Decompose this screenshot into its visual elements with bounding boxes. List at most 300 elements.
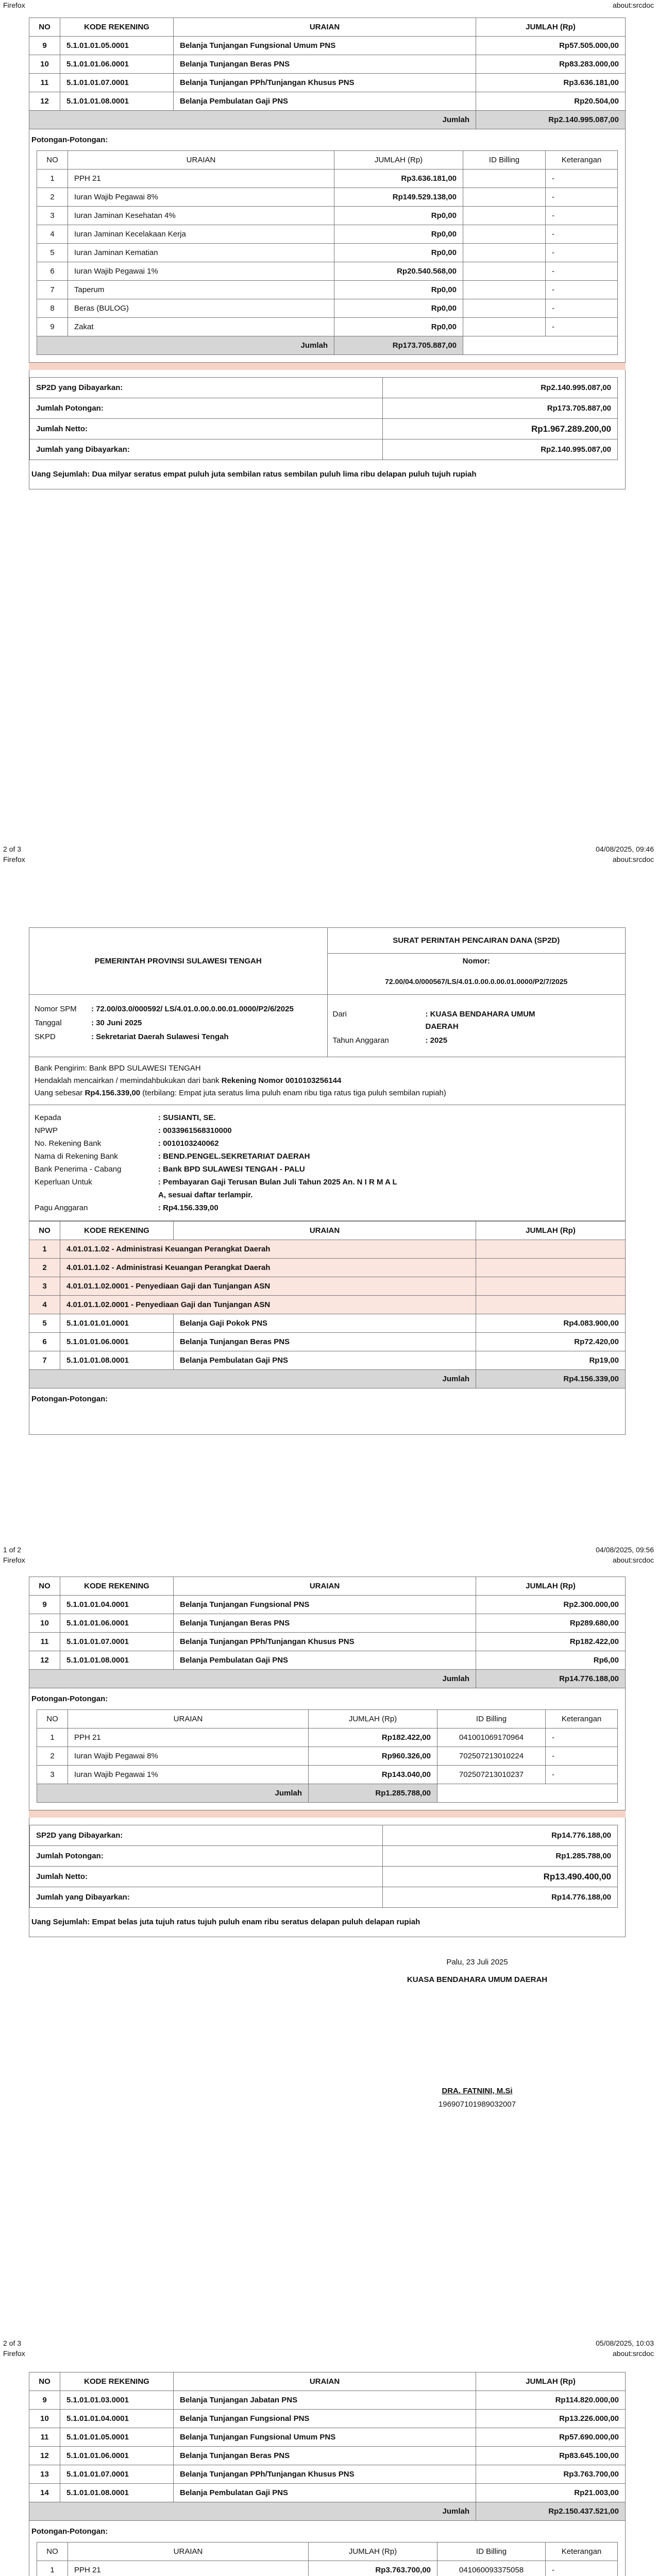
pot-ket: - xyxy=(546,1728,618,1747)
row-jumlah: Rp3.636.181,00 xyxy=(476,74,626,92)
pot-total-value: Rp1.285.788,00 xyxy=(309,1784,437,1803)
col-no: NO xyxy=(29,2372,60,2391)
table-row xyxy=(29,2484,626,2502)
table-row xyxy=(29,2465,626,2484)
col-kode: KODE REKENING xyxy=(60,2372,174,2391)
jnetto-label: Jumlah Netto: xyxy=(30,419,383,439)
nama-label: Nama di Rekening Bank xyxy=(35,1152,118,1161)
jnetto-value: Rp13.490.400,00 xyxy=(382,1867,617,1887)
row-no: 9 xyxy=(29,1596,60,1614)
pot-uraian: Iuran Wajib Pegawai 8% xyxy=(68,188,334,207)
pot-total-label: Jumlah xyxy=(37,1784,309,1803)
total-value: Rp2.150.437.521,00 xyxy=(476,2502,626,2521)
bank-pengirim: Bank Pengirim: Bank BPD SULAWESI TENGAH xyxy=(35,1064,201,1073)
row-no: 6 xyxy=(29,1333,60,1351)
doc2 xyxy=(29,927,626,1435)
row-no: 11 xyxy=(29,74,60,92)
program-row xyxy=(29,1277,626,1296)
sp2d-label: SP2D yang Dibayarkan: xyxy=(30,378,383,398)
row-jumlah: Rp13.226.000,00 xyxy=(476,2410,626,2428)
pot-no: 6 xyxy=(37,262,68,281)
hendaklah-text: Hendaklah mencairkan / memindahbukukan dari bank xyxy=(35,1076,222,1085)
jbayar-value: Rp2.140.995.087,00 xyxy=(382,439,617,460)
pot-jumlah: Rp3.763.700,00 xyxy=(309,2561,437,2576)
sejumlah-label: Uang Sejumlah: xyxy=(31,1918,90,1926)
terbilang xyxy=(29,1908,618,1929)
bankpen-label: Bank Penerima - Cabang xyxy=(35,1165,122,1174)
norek-label: No. Rekening Bank xyxy=(35,1139,102,1148)
pot-jumlah: Rp20.540.568,00 xyxy=(334,262,463,281)
pot-col-jumlah: JUMLAH (Rp) xyxy=(309,1710,437,1728)
pot-jumlah: Rp149.529.138,00 xyxy=(334,188,463,207)
pot-col-idbilling: ID Billing xyxy=(463,151,546,170)
pot-ket: - xyxy=(546,281,618,299)
row-kode: 5.1.01.01.04.0001 xyxy=(60,1596,174,1614)
jnetto-value: Rp1.967.289.200,00 xyxy=(382,419,617,439)
bankpen: : Bank BPD SULAWESI TENGAH - PALU xyxy=(158,1165,305,1174)
kepada-label: Kepada xyxy=(35,1113,61,1122)
pot-row xyxy=(37,281,618,299)
row-no: 10 xyxy=(29,2410,60,2428)
pot-col-jumlah: JUMLAH (Rp) xyxy=(309,2543,437,2561)
row-program: 4.01.01.1.02.0001 - Penyediaan Gaji dan Tunjangan ASN xyxy=(60,1277,476,1296)
row-jumlah: Rp83.283.000,00 xyxy=(476,55,626,74)
row-no: 12 xyxy=(29,1651,60,1670)
pot-ket: - xyxy=(546,244,618,262)
row-no: 11 xyxy=(29,2428,60,2447)
pot-uraian: PPH 21 xyxy=(68,1728,309,1747)
pot-idbilling: 041060093375058 xyxy=(437,2561,546,2576)
row-jumlah: Rp20.504,00 xyxy=(476,92,626,111)
row-kode: 5.1.01.01.03.0001 xyxy=(60,2391,174,2410)
row-uraian: Belanja Tunjangan Beras PNS xyxy=(174,55,476,74)
row-jumlah: Rp3.763.700,00 xyxy=(476,2465,626,2484)
pot-no: 1 xyxy=(37,2561,68,2576)
pot-uraian: Iuran Jaminan Kecelakaan Kerja xyxy=(68,225,334,244)
row-kode: 5.1.01.01.06.0001 xyxy=(60,55,174,74)
pot-jumlah: Rp0,00 xyxy=(334,207,463,225)
table-row xyxy=(29,2447,626,2465)
footer-date: 05/08/2025, 10:03 xyxy=(596,2339,654,2347)
doc2-rows xyxy=(29,1314,626,1370)
doc4-rows xyxy=(29,2391,626,2502)
potongan-heading: Potongan-Potongan: xyxy=(31,2527,108,2536)
row-kode: 5.1.01.01.06.0001 xyxy=(60,1614,174,1633)
doc4-potongan-table xyxy=(37,2542,618,2576)
pot-row xyxy=(37,318,618,336)
doc1-rows xyxy=(29,37,626,111)
row-jumlah: Rp4.083.900,00 xyxy=(476,1314,626,1333)
ta: : 2025 xyxy=(425,1036,448,1045)
signer-name: DRA. FATNINI, M.Si xyxy=(442,2087,513,2095)
pot-row xyxy=(37,188,618,207)
table-row xyxy=(29,2428,626,2447)
row-uraian: Belanja Tunjangan Beras PNS xyxy=(174,2447,476,2465)
pot-idbilling xyxy=(463,188,546,207)
total-label: Jumlah xyxy=(29,2502,476,2521)
row-jumlah: Rp114.820.000,00 xyxy=(476,2391,626,2410)
pot-jumlah: Rp0,00 xyxy=(334,318,463,336)
dari: : KUASA BENDAHARA UMUM DAERAH xyxy=(425,1010,535,1031)
total-label: Jumlah xyxy=(29,111,476,129)
jbayar-label: Jumlah yang Dibayarkan: xyxy=(30,439,383,460)
pot-uraian: Zakat xyxy=(68,318,334,336)
row-uraian: Belanja Gaji Pokok PNS xyxy=(174,1314,476,1333)
pot-jumlah: Rp960.326,00 xyxy=(309,1747,437,1766)
table-row xyxy=(29,37,626,55)
table-row xyxy=(29,2391,626,2410)
jbayar-label: Jumlah yang Dibayarkan: xyxy=(30,1887,383,1908)
table-row xyxy=(29,1351,626,1370)
row-uraian: Belanja Tunjangan Jabatan PNS xyxy=(174,2391,476,2410)
pot-jumlah: Rp0,00 xyxy=(334,225,463,244)
pot-col-no: NO xyxy=(37,151,68,170)
nama: : BEND.PENGEL.SEKRETARIAT DAERAH xyxy=(158,1152,310,1161)
col-jumlah: JUMLAH (Rp) xyxy=(476,1577,626,1596)
row-no: 1 xyxy=(29,1240,60,1259)
table-row xyxy=(29,1633,626,1651)
doc1-summary xyxy=(29,377,618,460)
row-uraian: Belanja Tunjangan Fungsional Umum PNS xyxy=(174,37,476,55)
uang-pre: Uang sebesar xyxy=(35,1089,85,1097)
row-uraian: Belanja Tunjangan PPh/Tunjangan Khusus PNS xyxy=(174,2465,476,2484)
pot-uraian: Iuran Jaminan Kesehatan 4% xyxy=(68,207,334,225)
row-jumlah: Rp83.645.100,00 xyxy=(476,2447,626,2465)
row-jumlah: Rp182.422,00 xyxy=(476,1633,626,1651)
jnetto-label: Jumlah Netto: xyxy=(30,1867,383,1887)
pot-no: 7 xyxy=(37,281,68,299)
pot-idbilling xyxy=(463,318,546,336)
row-kode: 5.1.01.01.05.0001 xyxy=(60,2428,174,2447)
pot-uraian: PPH 21 xyxy=(68,170,334,188)
pot-ket: - xyxy=(546,262,618,281)
doc2-belanja-table xyxy=(29,1221,626,1388)
nospm-label: Nomor SPM xyxy=(35,1005,77,1013)
table-row xyxy=(29,1333,626,1351)
jpot-value: Rp173.705.887,00 xyxy=(382,398,617,419)
row-uraian: Belanja Tunjangan PPh/Tunjangan Khusus PNS xyxy=(174,1633,476,1651)
skpd: : Sekretariat Daerah Sulawesi Tengah xyxy=(91,1032,229,1041)
row-kode: 5.1.01.01.08.0001 xyxy=(60,1351,174,1370)
pot-ket: - xyxy=(546,188,618,207)
row-jumlah: Rp19,00 xyxy=(476,1351,626,1370)
table-row xyxy=(29,1614,626,1633)
footer-date: 04/08/2025, 09:46 xyxy=(596,845,654,853)
footer-page: 2 of 3 xyxy=(3,845,22,853)
pot-col-uraian: URAIAN xyxy=(68,151,334,170)
sp2d-label: SP2D yang Dibayarkan: xyxy=(30,1825,383,1846)
pot-col-jumlah: JUMLAH (Rp) xyxy=(334,151,463,170)
table-row xyxy=(29,92,626,111)
uang-sebesar xyxy=(35,1087,620,1099)
footer-page: 1 of 2 xyxy=(3,1546,22,1554)
row-kode: 5.1.01.01.07.0001 xyxy=(60,1633,174,1651)
pot-idbilling xyxy=(463,225,546,244)
pot-idbilling: 702507213010224 xyxy=(437,1747,546,1766)
doc3-belanja-table xyxy=(29,1577,626,1688)
col-uraian: URAIAN xyxy=(174,18,476,37)
table-row xyxy=(29,1651,626,1670)
sejumlah-label: Uang Sejumlah: xyxy=(31,470,90,479)
potongan-heading: Potongan-Potongan: xyxy=(31,135,108,144)
hendaklah xyxy=(35,1075,620,1087)
print-url: about:srcdoc xyxy=(612,855,654,863)
table-row xyxy=(29,1596,626,1614)
doc3-potongan-table xyxy=(37,1709,618,1803)
pot-no: 4 xyxy=(37,225,68,244)
row-jumlah: Rp2.300.000,00 xyxy=(476,1596,626,1614)
row-program: 4.01.01.1.02 - Administrasi Keuangan Perangkat Daerah xyxy=(60,1259,476,1277)
pot-uraian: Iuran Jaminan Kematian xyxy=(68,244,334,262)
pot-uraian: Taperum xyxy=(68,281,334,299)
total-value: Rp14.776.188,00 xyxy=(476,1670,626,1688)
terbilang-text: Empat belas juta tujuh ratus tujuh puluh enam ribu seratus delapan puluh delapan rupiah xyxy=(92,1918,420,1926)
norek: : 0010103240062 xyxy=(158,1139,219,1148)
row-no: 11 xyxy=(29,1633,60,1651)
row-program: 4.01.01.1.02 - Administrasi Keuangan Perangkat Daerah xyxy=(60,1240,476,1259)
npwp: : 0033961568310000 xyxy=(158,1126,232,1135)
row-jumlah xyxy=(476,1259,626,1277)
pot-row xyxy=(37,2561,618,2576)
pot-col-ket: Keterangan xyxy=(546,2543,618,2561)
row-no: 9 xyxy=(29,37,60,55)
col-no: NO xyxy=(29,1577,60,1596)
row-no: 10 xyxy=(29,1614,60,1633)
pot-ket: - xyxy=(546,2561,618,2576)
kep-label: Keperluan Untuk xyxy=(35,1178,92,1187)
pot-row xyxy=(37,1728,618,1747)
total-row xyxy=(29,111,626,129)
col-uraian: URAIAN xyxy=(174,1577,476,1596)
pot-no: 8 xyxy=(37,299,68,318)
pot-col-idbilling: ID Billing xyxy=(437,1710,546,1728)
col-kode: KODE REKENING xyxy=(60,18,174,37)
doc4 xyxy=(29,2372,626,2576)
doc3-summary xyxy=(29,1825,618,1908)
sp2d-title: SURAT PERINTAH PENCAIRAN DANA (SP2D) xyxy=(327,928,626,954)
total-label: Jumlah xyxy=(29,1370,476,1388)
row-kode: 5.1.01.01.08.0001 xyxy=(60,2484,174,2502)
row-no: 13 xyxy=(29,2465,60,2484)
row-uraian: Belanja Tunjangan Fungsional PNS xyxy=(174,2410,476,2428)
row-uraian: Belanja Tunjangan PPh/Tunjangan Khusus PNS xyxy=(174,74,476,92)
doc3-pot-rows xyxy=(37,1728,618,1784)
pagu-label: Pagu Anggaran xyxy=(35,1204,88,1212)
pot-idbilling: 702507213010237 xyxy=(437,1766,546,1784)
terbilang-text: Dua milyar seratus empat puluh juta sembilan ratus sembilan puluh lima ribu delapan puluh tujuh rupiah xyxy=(92,470,477,479)
browser-name: Firefox xyxy=(3,855,25,863)
row-no: 7 xyxy=(29,1351,60,1370)
row-no: 10 xyxy=(29,55,60,74)
col-jumlah: JUMLAH (Rp) xyxy=(476,18,626,37)
row-kode: 5.1.01.01.06.0001 xyxy=(60,1333,174,1351)
row-uraian: Belanja Pembulatan Gaji PNS xyxy=(174,92,476,111)
pot-no: 1 xyxy=(37,170,68,188)
row-jumlah: Rp289.680,00 xyxy=(476,1614,626,1633)
kepada: : SUSIANTI, SE. xyxy=(158,1113,216,1122)
print-url: about:srcdoc xyxy=(612,2349,654,2358)
dari-label: Dari xyxy=(332,1010,347,1019)
pot-no: 3 xyxy=(37,1766,68,1784)
pot-uraian: Iuran Wajib Pegawai 1% xyxy=(68,1766,309,1784)
pot-col-no: NO xyxy=(37,1710,68,1728)
row-uraian: Belanja Pembulatan Gaji PNS xyxy=(174,1651,476,1670)
doc1-belanja-table xyxy=(29,18,626,129)
ta-label: Tahun Anggaran xyxy=(332,1036,389,1045)
col-uraian: URAIAN xyxy=(174,1222,476,1240)
pot-idbilling xyxy=(463,299,546,318)
sp2d-value: Rp14.776.188,00 xyxy=(382,1825,617,1846)
pot-jumlah: Rp3.636.181,00 xyxy=(334,170,463,188)
nospm: : 72.00/03.0/000592/ LS/4.01.0.00.0.00.01.0000/P2/6/2025 xyxy=(91,1005,294,1013)
doc4-belanja-table xyxy=(29,2372,626,2521)
pot-ket: - xyxy=(546,207,618,225)
print-url: about:srcdoc xyxy=(612,1,654,9)
sp2d-value: Rp2.140.995.087,00 xyxy=(382,378,617,398)
potongan-heading: Potongan-Potongan: xyxy=(31,1694,108,1703)
tgl: : 30 Juni 2025 xyxy=(91,1019,142,1027)
pot-uraian: PPH 21 xyxy=(68,2561,309,2576)
pot-total-value: Rp173.705.887,00 xyxy=(334,336,463,355)
row-kode: 5.1.01.01.05.0001 xyxy=(60,37,174,55)
row-jumlah xyxy=(476,1296,626,1314)
tgl-label: Tanggal xyxy=(35,1019,62,1027)
table-row xyxy=(29,55,626,74)
jpot-label: Jumlah Potongan: xyxy=(30,1846,383,1867)
pot-col-idbilling: ID Billing xyxy=(437,2543,546,2561)
pot-idbilling xyxy=(463,281,546,299)
row-uraian: Belanja Tunjangan Fungsional Umum PNS xyxy=(174,2428,476,2447)
col-no: NO xyxy=(29,1222,60,1240)
pagu: : Rp4.156.339,00 xyxy=(158,1204,218,1212)
skpd-label: SKPD xyxy=(35,1032,56,1041)
nomor-label: Nomor: xyxy=(327,954,626,969)
row-jumlah: Rp21.003,00 xyxy=(476,2484,626,2502)
col-uraian: URAIAN xyxy=(174,2372,476,2391)
pot-row xyxy=(37,262,618,281)
pot-no: 5 xyxy=(37,244,68,262)
pot-jumlah: Rp0,00 xyxy=(334,299,463,318)
pot-no: 2 xyxy=(37,1747,68,1766)
potongan-heading: Potongan-Potongan: xyxy=(31,1395,108,1403)
row-jumlah: Rp57.505.000,00 xyxy=(476,37,626,55)
program-row xyxy=(29,1240,626,1259)
row-uraian: Belanja Tunjangan Beras PNS xyxy=(174,1333,476,1351)
total-value: Rp2.140.995.087,00 xyxy=(476,111,626,129)
doc4-pot-rows xyxy=(37,2561,618,2576)
row-kode: 5.1.01.01.01.0001 xyxy=(60,1314,174,1333)
row-no: 4 xyxy=(29,1296,60,1314)
pot-ket: - xyxy=(546,225,618,244)
col-no: NO xyxy=(29,18,60,37)
col-kode: KODE REKENING xyxy=(60,1222,174,1240)
pot-ket: - xyxy=(546,170,618,188)
pot-idbilling xyxy=(463,262,546,281)
pot-col-no: NO xyxy=(37,2543,68,2561)
nomor: 72.00/04.0/000567/LS/4.01.0.00.0.00.01.0000/P2/7/2025 xyxy=(327,969,626,995)
row-no: 3 xyxy=(29,1277,60,1296)
row-jumlah: Rp6,00 xyxy=(476,1651,626,1670)
row-jumlah: Rp57.690.000,00 xyxy=(476,2428,626,2447)
pot-ket: - xyxy=(546,1766,618,1784)
pot-ket: - xyxy=(546,318,618,336)
footer-date: 04/08/2025, 09:56 xyxy=(596,1546,654,1554)
pot-jumlah: Rp182.422,00 xyxy=(309,1728,437,1747)
place-date: Palu, 23 Juli 2025 xyxy=(446,1958,508,1967)
row-jumlah xyxy=(476,1277,626,1296)
hendaklah-rek: Rekening Nomor 0010103256144 xyxy=(221,1076,342,1085)
total-value: Rp4.156.339,00 xyxy=(476,1370,626,1388)
jpot-label: Jumlah Potongan: xyxy=(30,398,383,419)
footer-page: 2 of 3 xyxy=(3,2339,22,2347)
pot-row xyxy=(37,225,618,244)
pot-jumlah: Rp0,00 xyxy=(334,281,463,299)
pot-no: 9 xyxy=(37,318,68,336)
row-uraian: Belanja Tunjangan Beras PNS xyxy=(174,1614,476,1633)
pot-jumlah: Rp143.040,00 xyxy=(309,1766,437,1784)
browser-name: Firefox xyxy=(3,1,25,9)
pot-row xyxy=(37,299,618,318)
pot-no: 2 xyxy=(37,188,68,207)
row-no: 9 xyxy=(29,2391,60,2410)
row-no: 12 xyxy=(29,2447,60,2465)
row-kode: 5.1.01.01.07.0001 xyxy=(60,74,174,92)
row-no: 5 xyxy=(29,1314,60,1333)
table-row xyxy=(29,2410,626,2428)
sp2d-header xyxy=(29,927,626,1221)
pot-col-uraian: URAIAN xyxy=(68,1710,309,1728)
pot-idbilling xyxy=(463,207,546,225)
row-uraian: Belanja Pembulatan Gaji PNS xyxy=(174,2484,476,2502)
npwp-label: NPWP xyxy=(35,1126,58,1135)
pot-uraian: Iuran Wajib Pegawai 1% xyxy=(68,262,334,281)
kuasa-label: KUASA BENDAHARA UMUM DAERAH xyxy=(407,1975,548,1984)
doc1-pot-rows xyxy=(37,170,618,336)
signature-block xyxy=(29,1937,626,2226)
row-jumlah xyxy=(476,1240,626,1259)
row-kode: 5.1.01.01.06.0001 xyxy=(60,2447,174,2465)
row-kode: 5.1.01.01.08.0001 xyxy=(60,1651,174,1670)
pot-idbilling xyxy=(463,170,546,188)
pot-idbilling xyxy=(463,244,546,262)
pot-row xyxy=(37,170,618,188)
col-kode: KODE REKENING xyxy=(60,1577,174,1596)
pot-row xyxy=(37,1747,618,1766)
pot-ket: - xyxy=(546,299,618,318)
pemprov: PEMERINTAH PROVINSI SULAWESI TENGAH xyxy=(29,928,328,995)
pot-idbilling: 041001069170964 xyxy=(437,1728,546,1747)
doc1-potongan-table xyxy=(37,150,618,355)
uang-post: (terbilang: Empat juta seratus lima puluh enam ribu tiga ratus tiga puluh sembilan rupiah) xyxy=(140,1089,446,1097)
pot-jumlah: Rp0,00 xyxy=(334,244,463,262)
col-jumlah: JUMLAH (Rp) xyxy=(476,1222,626,1240)
row-no: 12 xyxy=(29,92,60,111)
pot-no: 3 xyxy=(37,207,68,225)
total-label: Jumlah xyxy=(29,1670,476,1688)
kep: : Pembayaran Gaji Terusan Bulan Juli Tahun 2025 An. N I R M A L A, sesuai daftar terlampir. xyxy=(158,1178,397,1199)
doc3 xyxy=(29,1577,626,2226)
table-row xyxy=(29,1314,626,1333)
doc1 xyxy=(29,18,626,489)
pot-ket: - xyxy=(546,1747,618,1766)
row-uraian: Belanja Pembulatan Gaji PNS xyxy=(174,1351,476,1370)
signer-nip: 196907101989032007 xyxy=(438,2100,516,2109)
separator xyxy=(29,363,626,370)
row-uraian: Belanja Tunjangan Fungsional PNS xyxy=(174,1596,476,1614)
terbilang xyxy=(29,460,618,482)
pot-col-uraian: URAIAN xyxy=(68,2543,309,2561)
program-row xyxy=(29,1259,626,1277)
